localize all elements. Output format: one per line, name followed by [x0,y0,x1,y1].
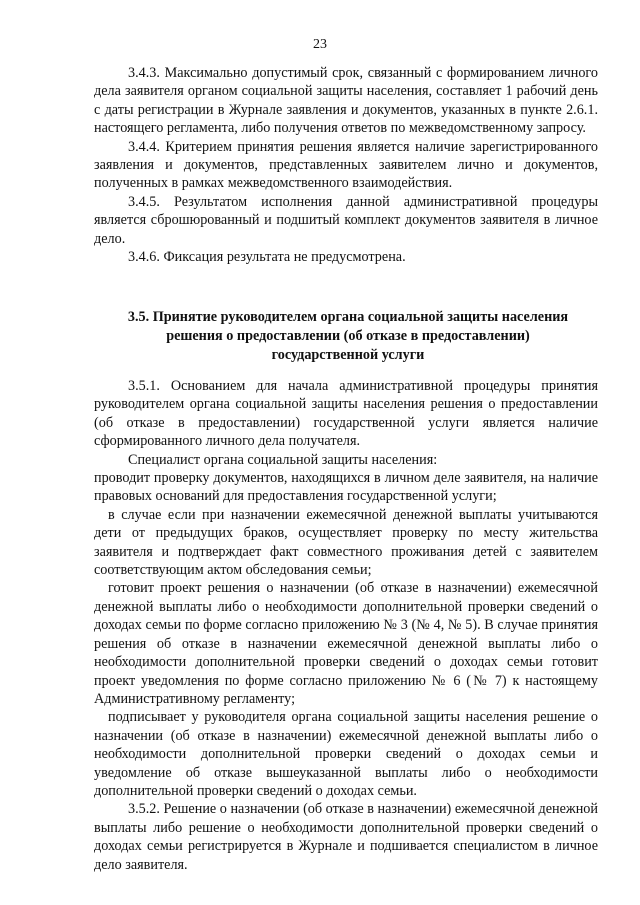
paragraph-3-4-3: 3.4.3. Максимально допустимый срок, связанный с формированием личного дела заявителя органом социальной защиты населения, составляет 1 рабочий день с даты регистрации в Журнале заявления и документов, указанных в пункте 2.6.1. настоящего регламента, либо получения ответов по межведомственному запросу. [94,65,598,137]
section-3-5-paragraphs [94,377,598,874]
page-number: 23 [313,37,327,52]
paragraph-3-4-5: 3.4.5. Результатом исполнения данной административной процедуры является сброшюрованный и подшитый комплект документов заявителя в личное дело. [94,193,598,247]
heading-line-3: государственной услуги [271,347,425,363]
section-3-5-heading [100,308,596,365]
paragraph-3-5-1: 3.5.1. Основанием для начала административной процедуры принятия руководителем органа социальной защиты населения решения о предоставлении (об отказе в предоставлении) государственной услуги является наличие сформированного личного дела получателя. [94,378,598,450]
heading-line-1: 3.5. Принятие руководителем органа социальной защиты населения [127,309,569,325]
section-3-4-paragraphs [94,64,598,266]
paragraph-prepare-decision: готовит проект решения о назначении (об отказе в назначении) ежемесячной денежной выплаты либо о необходимости дополнительной проверки сведений о доходах семьи по форме согласно приложению № 3 (№ 4, № 5). В случае принятия решения об отказе в назначении ежемесячной денежной выплаты либо о необходимости дополнительной проверки сведений о доходах семьи готовит проект уведомления по форме согласно приложению № 6 (№ 7) к настоящему Административному регламенту; [94,580,598,707]
heading-line-2: решения о предоставлении (об отказе в предоставлении) [166,328,530,344]
paragraph-3-4-6: 3.4.6. Фиксация результата не предусмотрена. [128,249,406,266]
paragraph-3-5-2: 3.5.2. Решение о назначении (об отказе в назначении) ежемесячной денежной выплаты либо решение о необходимости дополнительной проверки сведений о доходах семьи регистрируется в Журнале и подшивается специалистом в личное дело заявителя. [94,801,598,873]
paragraph-3-4-4: 3.4.4. Критерием принятия решения является наличие зарегистрированного заявления и документов, представленных заявителем лично и документов, полученных в рамках межведомственного взаимодействия. [94,138,598,192]
paragraph-check-documents: проводит проверку документов, находящихся в личном деле заявителя, на наличие правовых оснований для предоставления государственной услуги; [94,470,598,505]
paragraph-children-check: в случае если при назначении ежемесячной денежной выплаты учитываются дети от предыдущих браков, осуществляет проверку по месту жительства заявителя и подтверждает факт совместного проживания детей с заявителем соответствующим актом обследования семьи; [94,506,598,579]
paragraph-sign-decision: подписывает у руководителя органа социальной защиты населения решение о назначении (об отказе в назначении) ежемесячной денежной выплаты либо о необходимости дополнительной проверки сведений о доходах семьи и уведомление об отказе вышеуказанной выплаты либо о необходимости дополнительной проверки сведений о доходах семьи. [94,709,598,799]
paragraph-specialist: Специалист органа социальной защиты населения: [128,451,438,468]
